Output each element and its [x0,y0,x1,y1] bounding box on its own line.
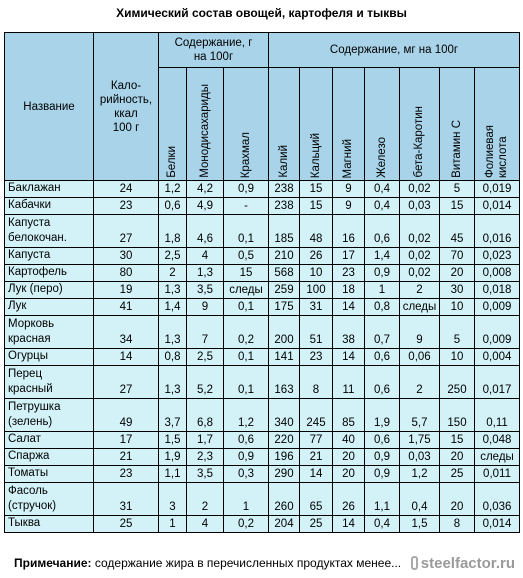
row-value: 1,3 [159,316,187,349]
row-value: 4 [187,248,224,265]
row-value: 0,5 [224,248,269,265]
row-value: 0,03 [400,198,440,215]
row-calories: 21 [94,449,159,466]
row-value: 10 [440,349,475,366]
row-value: 8 [440,516,475,533]
header-sub-label: Железо [375,137,388,178]
row-calories: 24 [94,181,159,198]
row-value: 1,3 [187,265,224,282]
row-value: 14 [333,349,365,366]
row-value: 10 [440,299,475,316]
row-value: 20 [333,466,365,483]
row-value: 0,6 [365,366,400,399]
row-calories: 30 [94,248,159,265]
header-sub-label: Монодисахариды [198,84,211,178]
row-value: 9 [187,299,224,316]
row-value: 1,5 [159,432,187,449]
row-value: 0,02 [400,248,440,265]
row-value: 20 [440,483,475,516]
footnote-label: Примечание: [14,556,92,570]
row-name: Картофель [5,265,94,282]
row-value: 0,018 [475,282,520,299]
row-value: 2,3 [187,449,224,466]
row-value: 175 [269,299,300,316]
row-calories: 41 [94,299,159,316]
row-calories: 27 [94,215,159,248]
row-calories: 31 [94,483,159,516]
row-value: 48 [300,215,333,248]
row-value: 1,4 [365,248,400,265]
header-content-mg: Содержание, мг на 100г [269,33,520,68]
row-value: 85 [333,399,365,432]
header-sub-label: Крахмал [239,131,252,178]
table-row [5,248,520,265]
row-value: 0,02 [400,215,440,248]
row-value: 290 [269,466,300,483]
row-value: 0,023 [475,248,520,265]
row-value: 2,5 [159,248,187,265]
row-value: 340 [269,399,300,432]
row-name: Огурцы [5,349,94,366]
row-value: 0,8 [365,299,400,316]
row-value: 9 [333,181,365,198]
row-value: следы [475,449,520,466]
row-value: 3,7 [159,399,187,432]
row-value: 245 [300,399,333,432]
row-value: 0,011 [475,466,520,483]
row-value: 1,3 [159,282,187,299]
row-value: 0,1 [224,215,269,248]
row-calories: 14 [94,349,159,366]
row-calories: 17 [94,432,159,449]
row-value: 0,009 [475,316,520,349]
header-sub [333,68,365,181]
watermark [411,549,523,577]
row-value: 0,7 [365,316,400,349]
row-value: 0,9 [224,449,269,466]
header-sub [187,68,224,181]
row-name: Капуста [5,248,94,265]
row-value: 0,2 [224,516,269,533]
watermark-text: steelfactor.ru [420,554,515,572]
row-value: 1,1 [365,483,400,516]
row-value: 30 [440,282,475,299]
row-value: 238 [269,181,300,198]
row-value: 0,6 [365,432,400,449]
row-value: 0,4 [365,516,400,533]
row-value: 0,6 [365,215,400,248]
row-value: 2 [187,483,224,516]
header-sub [224,68,269,181]
row-calories: 19 [94,282,159,299]
row-value: 163 [269,366,300,399]
row-value: 25 [440,466,475,483]
row-value: 18 [333,282,365,299]
header-name: Название [5,33,94,181]
row-value: 65 [300,483,333,516]
row-value: 0,004 [475,349,520,366]
row-value: 9 [333,198,365,215]
row-value: 0,048 [475,432,520,449]
table-row [5,516,520,533]
row-value: 0,3 [224,466,269,483]
row-value: 2 [400,366,440,399]
row-name: Петрушка (зелень) [5,399,94,432]
row-calories: 25 [94,516,159,533]
row-value: 0,014 [475,198,520,215]
table-row [5,466,520,483]
row-value: 1,2 [224,399,269,432]
row-value: следы [400,299,440,316]
row-value: 10 [300,265,333,282]
row-calories: 23 [94,198,159,215]
table-row [5,181,520,198]
row-value: 568 [269,265,300,282]
row-calories: 34 [94,316,159,349]
row-value: 0,11 [475,399,520,432]
row-name: Перец красный [5,366,94,399]
row-value: 150 [440,399,475,432]
row-value: 0,9 [365,466,400,483]
table-row [5,316,520,349]
row-value: 6,8 [187,399,224,432]
row-value: 15 [440,432,475,449]
row-name: Лук [5,299,94,316]
row-name: Фасоль (стручок) [5,483,94,516]
row-value: 0,8 [159,349,187,366]
header-sub [300,68,333,181]
row-value: 14 [333,516,365,533]
row-value: 23 [300,349,333,366]
row-value: 15 [300,198,333,215]
header-sub [365,68,400,181]
row-value: 0,9 [365,449,400,466]
row-value: 204 [269,516,300,533]
header-sub [400,68,440,181]
row-calories: 80 [94,265,159,282]
row-value: 1,7 [187,432,224,449]
nutrition-table [4,32,520,533]
row-value: 0,017 [475,366,520,399]
row-value: 210 [269,248,300,265]
row-name: Баклажан [5,181,94,198]
row-value: 5 [440,181,475,198]
table-title: Химический состав овощей, картофеля и тыквы [116,6,407,20]
row-value: 1,3 [159,366,187,399]
row-value: 5,2 [187,366,224,399]
row-value: 238 [269,198,300,215]
table-row [5,483,520,516]
row-value: 0,1 [224,299,269,316]
row-value: 0,6 [159,198,187,215]
row-value: 1,5 [400,516,440,533]
row-value: следы [224,282,269,299]
row-value: 1,75 [400,432,440,449]
row-value: 45 [440,215,475,248]
row-value: 196 [269,449,300,466]
row-value: 2,5 [187,349,224,366]
row-value: 9 [400,316,440,349]
footnote-text: содержание жира в перечисленных продуктах менее... [91,556,402,570]
header-content-g: Содержание, г на 100г [159,33,269,68]
row-name: Лук (перо) [5,282,94,299]
row-value: 0,016 [475,215,520,248]
row-value: 4,2 [187,181,224,198]
table-row [5,282,520,299]
header-sub-label: Белки [166,146,178,178]
row-value: 0,6 [365,349,400,366]
row-value: 1,2 [400,466,440,483]
row-value: 0,4 [365,198,400,215]
row-value: 4,9 [187,198,224,215]
row-calories: 27 [94,366,159,399]
row-value: 20 [333,449,365,466]
header-calories: Кало- рийность, ккал 100 г [94,33,159,181]
row-name: Кабачки [5,198,94,215]
row-value: 3,5 [187,466,224,483]
row-value: 0,6 [224,432,269,449]
table-row [5,215,520,248]
row-value: 17 [333,248,365,265]
row-value: 16 [333,215,365,248]
row-value: 1,9 [365,399,400,432]
row-value: 4,6 [187,215,224,248]
header-sub-label: Кальций [309,132,322,178]
row-value: 2 [159,265,187,282]
row-value: 220 [269,432,300,449]
row-value: 14 [333,299,365,316]
row-value: 0,4 [400,483,440,516]
header-sub [269,68,300,181]
table-row [5,432,520,449]
row-value: 38 [333,316,365,349]
row-name: Салат [5,432,94,449]
row-value: 1,9 [159,449,187,466]
row-value: 1,4 [159,299,187,316]
header-sub-label: Магний [342,138,354,178]
row-value: 1,2 [159,181,187,198]
row-value: 0,03 [400,449,440,466]
row-calories: 49 [94,399,159,432]
row-value: 23 [333,265,365,282]
row-value: 11 [333,366,365,399]
table-row [5,449,520,466]
row-value: 4 [187,516,224,533]
row-value: 5,7 [400,399,440,432]
row-value: 20 [440,449,475,466]
header-sub-label: бета-Каротин [413,106,425,178]
row-value: 0,1 [224,349,269,366]
row-value: 25 [300,516,333,533]
row-value: 1 [159,516,187,533]
row-value: 100 [300,282,333,299]
row-value: 15 [300,181,333,198]
row-value: 51 [300,316,333,349]
row-value: 77 [300,432,333,449]
row-value: 0,4 [365,181,400,198]
row-value: 0,1 [224,366,269,399]
header-sub-label: Витамин С [450,120,463,178]
table-row [5,399,520,432]
header-sub-label: Калий [277,145,290,178]
row-value: 21 [300,449,333,466]
header-sub [159,68,187,181]
row-value: 141 [269,349,300,366]
row-value: 1 [365,282,400,299]
header-sub-label: Фолиевая кислота [484,124,510,178]
row-value: 0,02 [400,265,440,282]
row-value: 40 [333,432,365,449]
row-value: 2 [400,282,440,299]
row-value: 0,036 [475,483,520,516]
row-value: 14 [300,466,333,483]
row-value: 0,9 [365,265,400,282]
row-value: 185 [269,215,300,248]
row-value: 3 [159,483,187,516]
row-value: 70 [440,248,475,265]
row-value: 1,8 [159,215,187,248]
row-value: 8 [300,366,333,399]
row-value: 31 [300,299,333,316]
table-row [5,349,520,366]
header-sub [440,68,475,181]
row-value: 26 [333,483,365,516]
row-value: 0,02 [400,181,440,198]
row-value: 250 [440,366,475,399]
row-value: 0,014 [475,516,520,533]
row-name: Томаты [5,466,94,483]
row-name: Спаржа [5,449,94,466]
row-value: 200 [269,316,300,349]
row-value: 15 [224,265,269,282]
row-value: 0,9 [224,181,269,198]
row-value: 20 [440,265,475,282]
table-row [5,198,520,215]
row-value: 0,008 [475,265,520,282]
row-name: Морковь красная [5,316,94,349]
header-sub [475,68,520,181]
row-value: 26 [300,248,333,265]
row-calories: 23 [94,466,159,483]
row-name: Тыква [5,516,94,533]
row-value: 260 [269,483,300,516]
row-value: 1 [224,483,269,516]
row-value: 3,5 [187,282,224,299]
table-row [5,366,520,399]
table-row [5,299,520,316]
row-value: 1,1 [159,466,187,483]
row-value: 5 [440,316,475,349]
row-value: 0,2 [224,316,269,349]
table-row [5,265,520,282]
row-value: 259 [269,282,300,299]
row-value: 0,06 [400,349,440,366]
watermark-logo-icon [411,556,418,570]
row-value: 15 [440,198,475,215]
row-value: 7 [187,316,224,349]
row-value: - [224,198,269,215]
row-value: 0,009 [475,299,520,316]
row-value: 0,019 [475,181,520,198]
footnote [14,556,401,570]
row-name: Капуста белокочан. [5,215,94,248]
